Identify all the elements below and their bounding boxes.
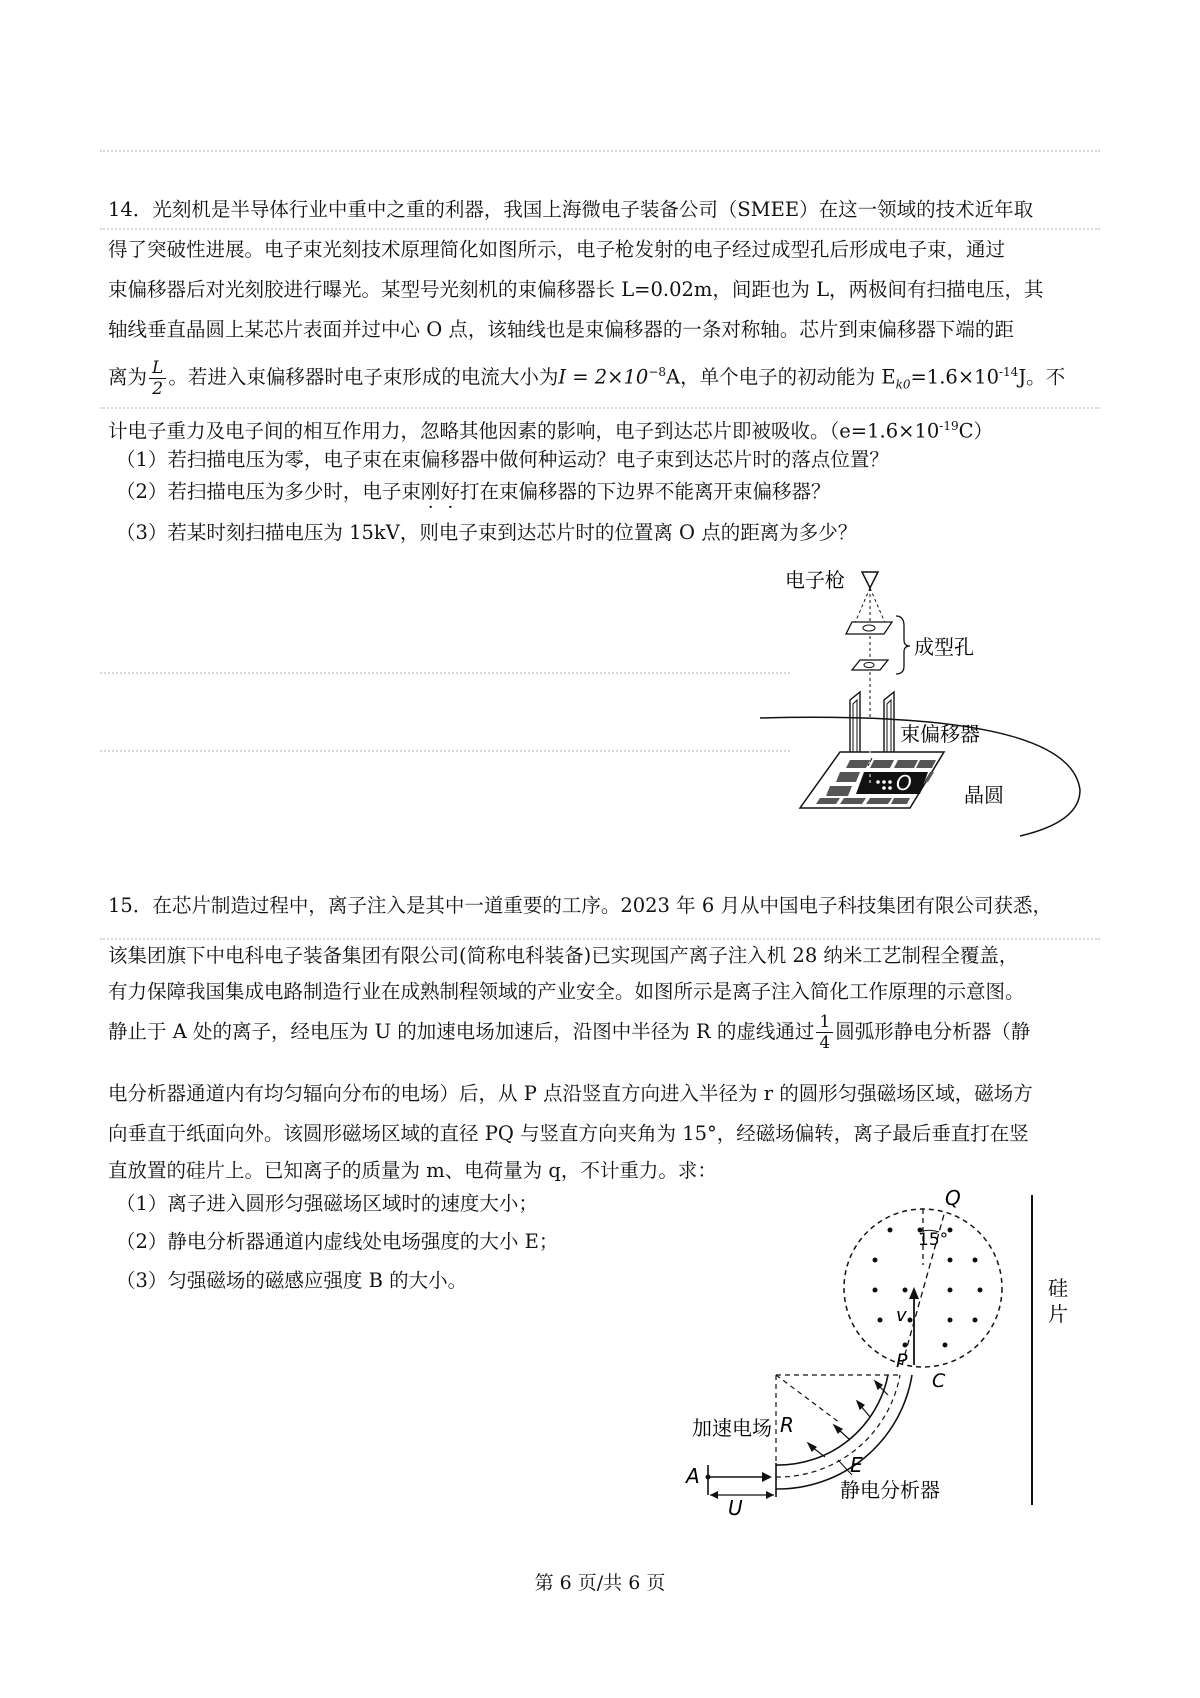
q15-sub-3: （3）匀强磁场的磁感应强度 B 的大小。 (116, 1269, 468, 1292)
text: 静止于 A 处的离子，经电压为 U 的加速电场加速后，沿图中半径为 R 的虚线通过 (108, 1020, 815, 1043)
q15-line-1: 15．在芯片制造过程中，离子注入是其中一道重要的工序。2023 年 6 月从中国电子科技集团有限公司获悉， (108, 894, 1052, 917)
text: C） (958, 419, 994, 443)
q14-line-3: 束偏移器后对光刻胶进行曝光。某型号光刻机的束偏移器长 L=0.02m，间距也为 L，两极间有扫描电压，其 (108, 278, 1044, 301)
emphasis-char: 好 (440, 480, 460, 503)
current-formula: I = 2×10 (558, 365, 649, 389)
analyzer-path (776, 1375, 900, 1477)
label-aperture: 成型孔 (914, 635, 974, 659)
q14-sub-3: （3）若某时刻扫描电压为 15kV，则电子束到达芯片时的位置离 O 点的距离为多少？ (116, 521, 858, 544)
q14-line-6 (108, 412, 993, 446)
aperture-plate (846, 622, 892, 634)
q15-line-4 (108, 1006, 1030, 1058)
label-wafer: 晶圆 (964, 783, 1004, 807)
guide-line (100, 938, 1100, 940)
text: 离为 (108, 365, 148, 389)
label-q: Q (945, 1186, 961, 1210)
fraction-l-over-2 (149, 358, 166, 399)
text: 。若进入束偏移器时电子束形成的电流大小为 (168, 365, 559, 389)
q15-sub-2: （2）静电分析器通道内虚线处电场强度的大小 E； (116, 1230, 559, 1253)
guide-line (100, 750, 790, 752)
frac-den: 2 (152, 378, 164, 399)
exponent: −8 (648, 365, 667, 379)
label-o: O (896, 771, 912, 795)
frac-num: 1 (816, 1012, 833, 1033)
guide-line (100, 150, 1100, 152)
q14-sub-1: （1）若扫描电压为零，电子束在束偏移器中做何种运动？电子束到达芯片时的落点位置？ (116, 448, 889, 471)
emphasis-char: 刚 (420, 480, 441, 503)
text: 计电子重力及电子间的相互作用力，忽略其他因素的影响，电子到达芯片即被吸收。（e=1.6×10 (108, 419, 940, 443)
exponent: -14 (998, 365, 1019, 379)
lithography-figure (780, 560, 1120, 860)
label-accel: 加速电场 (692, 1416, 772, 1440)
label-gun: 电子枪 (785, 568, 845, 592)
ion-implant-figure (686, 1185, 1120, 1520)
label-angle: 15° (918, 1230, 949, 1250)
q15-line-6: 向垂直于纸面向外。该圆形磁场区域的直径 PQ 与竖直方向夹角为 15°，经磁场偏转，离子最后垂直打在竖 (108, 1122, 1029, 1145)
text: J。不 (1018, 365, 1066, 389)
label-e: E (850, 1453, 863, 1477)
q14-line-1: 14．光刻机是半导体行业中重中之重的利器，我国上海微电子装备公司（SMEE）在这一领域的技术近年取 (108, 198, 1034, 221)
guide-line (100, 672, 790, 674)
label-r: R (780, 1413, 794, 1437)
aperture-plate (852, 660, 888, 670)
q14-line-4: 轴线垂直晶圆上某芯片表面并过中心 O 点，该轴线也是束偏移器的一条对称轴。芯片到束偏移器下端的距 (108, 318, 1014, 341)
label-deflector: 束偏移器 (900, 722, 980, 746)
text: ，单个电子的初动能为 E (680, 365, 896, 389)
q15-line-3: 有力保障我国集成电路制造行业在成熟制程领域的产业安全。如图所示是离子注入简化工作原理的示意图。 (108, 980, 1025, 1003)
frac-den: 4 (819, 1033, 831, 1053)
q14-line-2: 得了突破性进展。电子束光刻技术原理简化如图所示，电子枪发射的电子经过成型孔后形成电子束，通过 (108, 238, 1006, 261)
label-u: U (728, 1496, 743, 1520)
guide-line (100, 407, 1100, 409)
label-c: C (932, 1370, 946, 1392)
unit: A (666, 365, 681, 389)
guide-line (100, 228, 1100, 230)
gun-icon (862, 572, 878, 588)
q15-line-5: 电分析器通道内有均匀辐向分布的电场）后，从 P 点沿竖直方向进入半径为 r 的圆形匀强磁场区域，磁场方 (108, 1082, 1033, 1105)
q15-line-2: 该集团旗下中电科电子装备集团有限公司(简称电科装备)已实现国产离子注入机 28 纳米工艺制程全覆盖， (108, 944, 1019, 967)
label-p: P (896, 1350, 908, 1372)
label-silicon-2: 片 (1048, 1302, 1068, 1326)
label-v: v (896, 1305, 907, 1326)
q15-line-7: 直放置的硅片上。已知离子的质量为 m、电荷量为 q，不计重力。求： (108, 1159, 717, 1182)
fraction-1-over-4 (816, 1012, 833, 1053)
text: 圆弧形静电分析器（静 (835, 1020, 1031, 1043)
exponent: -19 (939, 419, 959, 433)
frac-num: L (149, 358, 166, 379)
page-footer: 第 6 页/共 6 页 (534, 1572, 666, 1594)
label-a: A (686, 1464, 700, 1488)
q14-sub-2 (116, 478, 830, 506)
text: =1.6×10 (910, 365, 999, 389)
field-arrows (808, 1381, 888, 1457)
label-silicon-1: 硅 (1048, 1276, 1068, 1300)
subscript: k0 (895, 377, 911, 392)
text: （2）若扫描电压为多少时，电子束 (116, 480, 421, 503)
analyzer-outer-wall (776, 1375, 912, 1489)
text: 打在束偏移器的下边界不能离开束偏移器？ (459, 480, 831, 503)
q15-sub-1: （1）离子进入圆形匀强磁场区域时的速度大小； (116, 1192, 538, 1215)
label-analyzer: 静电分析器 (840, 1478, 940, 1502)
q14-line-5 (108, 350, 1065, 406)
